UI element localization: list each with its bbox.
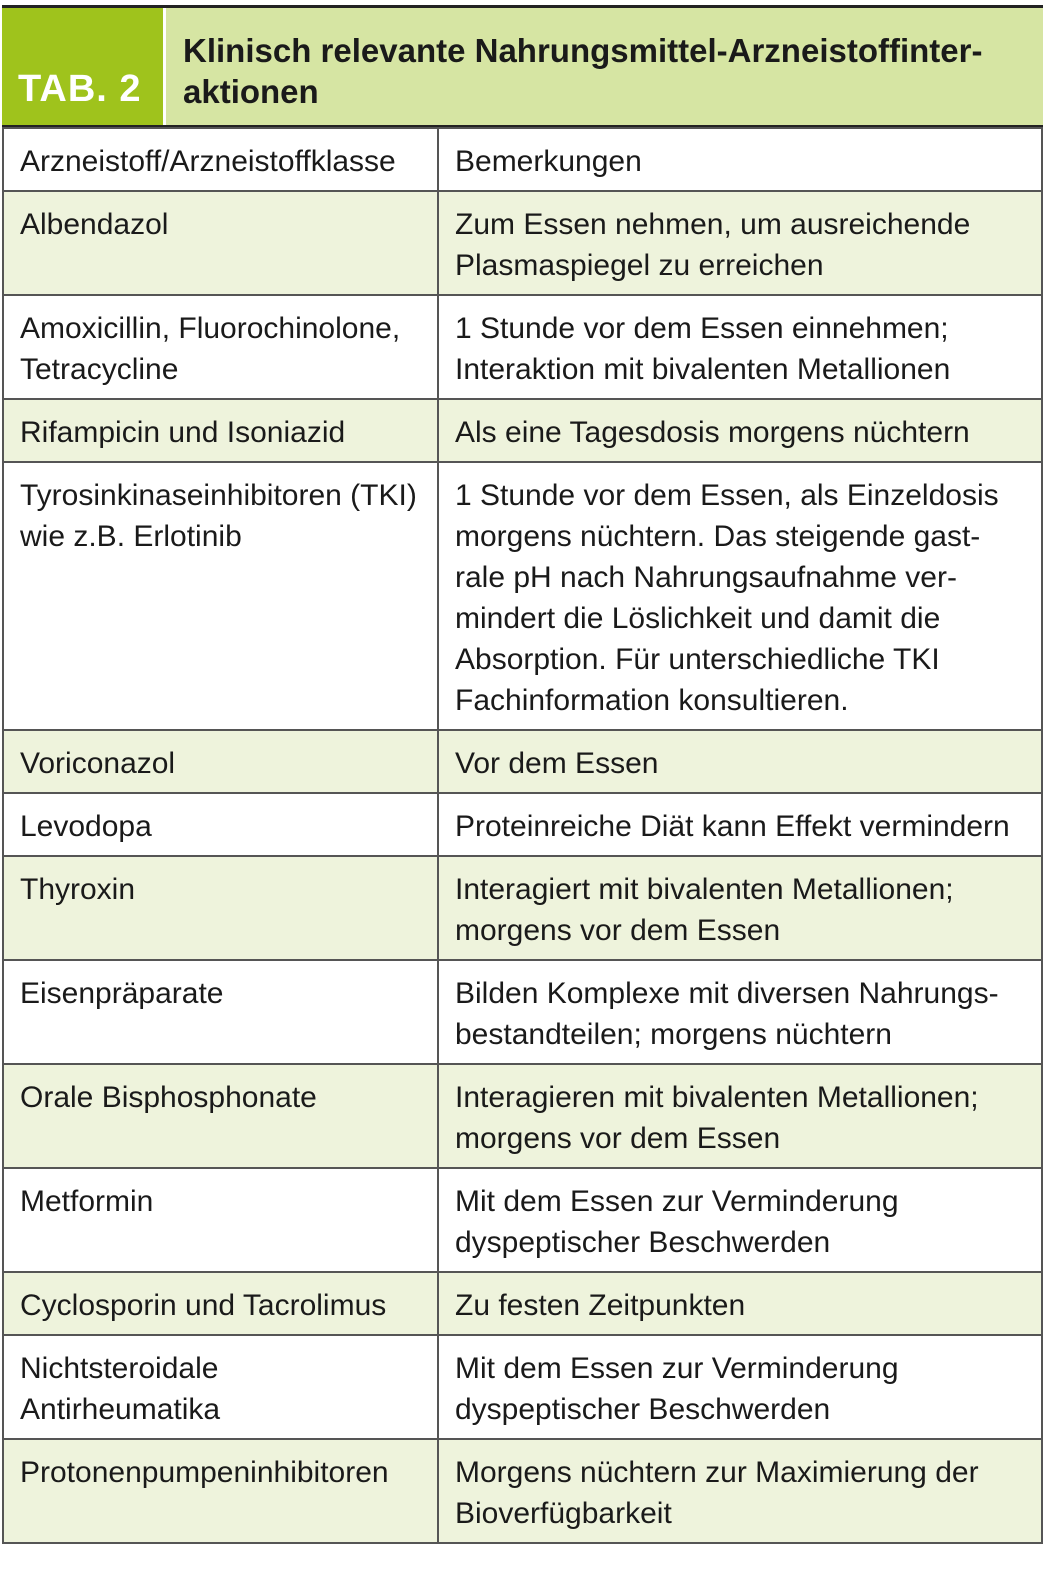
table-row <box>3 856 1042 960</box>
table-title-line: aktionen <box>183 73 319 110</box>
table-row <box>3 1064 1042 1168</box>
table-title <box>163 8 1043 125</box>
cell-remarks: Mit dem Essen zur Verminderung dyspeptischer Beschwerden <box>438 1335 1042 1439</box>
cell-remarks: Zum Essen nehmen, um ausreichende Plasmaspiegel zu erreichen <box>438 191 1042 295</box>
cell-remarks: Bilden Komplexe mit diversen Nahrungs-bestandteilen; morgens nüchtern <box>438 960 1042 1064</box>
table-row <box>3 399 1042 462</box>
interaction-table <box>2 127 1043 1544</box>
cell-remarks: Interagiert mit bivalenten Metallionen; morgens vor dem Essen <box>438 856 1042 960</box>
cell-drug: Tyrosinkinaseinhibitoren (TKI) wie z.B. Erlotinib <box>3 462 438 730</box>
table-title-line: Klinisch relevante Nahrungsmittel-Arzneistoffinter- <box>183 32 983 69</box>
cell-remarks: Zu festen Zeitpunkten <box>438 1272 1042 1335</box>
table-row <box>3 793 1042 856</box>
cell-remarks: 1 Stunde vor dem Essen einnehmen; Interaktion mit bivalenten Metallionen <box>438 295 1042 399</box>
table-header-row <box>3 128 1042 191</box>
table-figure <box>2 5 1043 1544</box>
column-header-drug: Arzneistoff/Arzneistoffklasse <box>3 128 438 191</box>
cell-drug: Amoxicillin, Fluorochinolone, Tetracycline <box>3 295 438 399</box>
table-row <box>3 1439 1042 1543</box>
cell-drug: Eisenpräparate <box>3 960 438 1064</box>
table-row <box>3 462 1042 730</box>
table-header <box>2 5 1043 127</box>
cell-drug: Orale Bisphosphonate <box>3 1064 438 1168</box>
cell-drug: Protonenpumpeninhibitoren <box>3 1439 438 1543</box>
cell-remarks: 1 Stunde vor dem Essen, als Einzeldosis morgens nüchtern. Das steigende gast-rale pH nach Nahrungsaufnahme ver-mindert die Löslichkeit und damit die Absorption. Für unterschiedliche TKI Fachinformation konsultieren. <box>438 462 1042 730</box>
cell-drug: Rifampicin und Isoniazid <box>3 399 438 462</box>
column-header-remarks: Bemerkungen <box>438 128 1042 191</box>
cell-drug: Thyroxin <box>3 856 438 960</box>
cell-remarks: Interagieren mit bivalenten Metallionen; morgens vor dem Essen <box>438 1064 1042 1168</box>
table-row <box>3 295 1042 399</box>
cell-drug: Nichtsteroidale Antirheumatika <box>3 1335 438 1439</box>
cell-remarks: Proteinreiche Diät kann Effekt vermindern <box>438 793 1042 856</box>
cell-drug: Metformin <box>3 1168 438 1272</box>
table-row <box>3 1272 1042 1335</box>
cell-drug: Albendazol <box>3 191 438 295</box>
table-row <box>3 960 1042 1064</box>
table-row <box>3 191 1042 295</box>
cell-drug: Voriconazol <box>3 730 438 793</box>
cell-remarks: Morgens nüchtern zur Maximierung der Bioverfügbarkeit <box>438 1439 1042 1543</box>
cell-drug: Cyclosporin und Tacrolimus <box>3 1272 438 1335</box>
table-row <box>3 1168 1042 1272</box>
table-row <box>3 730 1042 793</box>
cell-remarks: Mit dem Essen zur Verminderung dyspeptischer Beschwerden <box>438 1168 1042 1272</box>
tab-label: TAB. 2 <box>2 8 163 125</box>
table-row <box>3 1335 1042 1439</box>
cell-remarks: Als eine Tagesdosis morgens nüchtern <box>438 399 1042 462</box>
cell-remarks: Vor dem Essen <box>438 730 1042 793</box>
cell-drug: Levodopa <box>3 793 438 856</box>
